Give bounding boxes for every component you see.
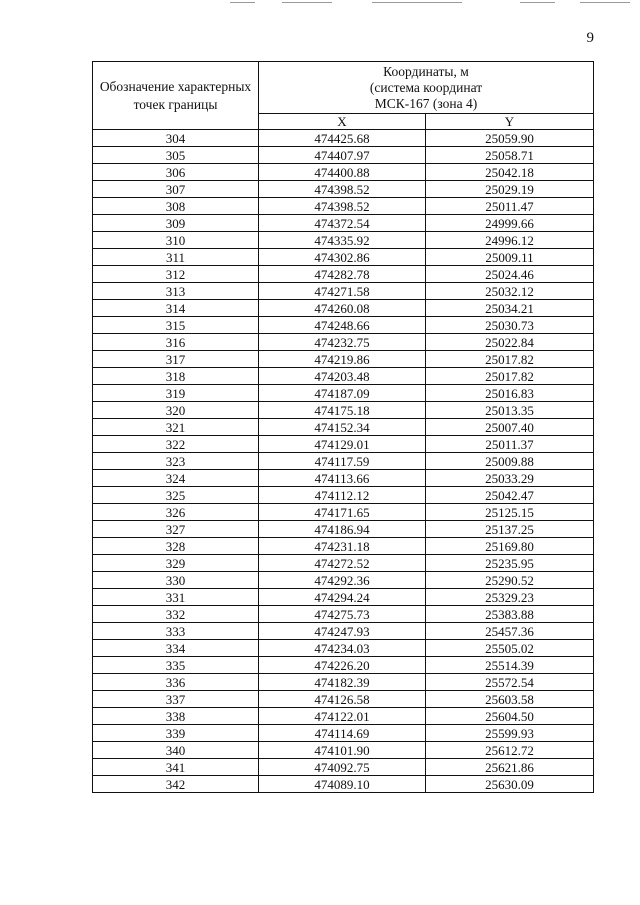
x-coordinate-cell: 474292.36 xyxy=(259,572,426,589)
point-id-cell: 325 xyxy=(93,487,259,504)
x-coordinate-cell: 474152.34 xyxy=(259,419,426,436)
coordinates-header-line1: Координаты, м xyxy=(383,63,469,79)
x-coordinate-cell: 474226.20 xyxy=(259,657,426,674)
point-id-cell: 317 xyxy=(93,351,259,368)
point-id-cell: 323 xyxy=(93,453,259,470)
x-coordinate-cell: 474282.78 xyxy=(259,266,426,283)
table-row xyxy=(93,776,594,793)
x-coordinate-cell: 474294.24 xyxy=(259,589,426,606)
x-coordinate-cell: 474400.88 xyxy=(259,164,426,181)
table-row xyxy=(93,504,594,521)
x-coordinate-cell: 474231.18 xyxy=(259,538,426,555)
y-coordinate-cell: 25599.93 xyxy=(426,725,594,742)
table-row xyxy=(93,317,594,334)
point-id-cell: 307 xyxy=(93,181,259,198)
point-id-cell: 314 xyxy=(93,300,259,317)
top-rule xyxy=(580,2,630,3)
point-id-cell: 309 xyxy=(93,215,259,232)
x-coordinate-cell: 474302.86 xyxy=(259,249,426,266)
point-id-cell: 336 xyxy=(93,674,259,691)
y-coordinate-cell: 25007.40 xyxy=(426,419,594,436)
table-row xyxy=(93,487,594,504)
y-coordinate-cell: 25612.72 xyxy=(426,742,594,759)
y-coordinate-cell: 25033.29 xyxy=(426,470,594,487)
x-coordinate-cell: 474335.92 xyxy=(259,232,426,249)
table-row xyxy=(93,470,594,487)
point-id-cell: 308 xyxy=(93,198,259,215)
y-coordinate-cell: 25024.46 xyxy=(426,266,594,283)
table-row xyxy=(93,402,594,419)
point-id-cell: 318 xyxy=(93,368,259,385)
y-coordinate-cell: 25017.82 xyxy=(426,368,594,385)
x-coordinate-cell: 474272.52 xyxy=(259,555,426,572)
x-coordinate-cell: 474398.52 xyxy=(259,181,426,198)
point-id-cell: 320 xyxy=(93,402,259,419)
y-coordinate-cell: 25017.82 xyxy=(426,351,594,368)
point-id-cell: 316 xyxy=(93,334,259,351)
point-id-cell: 311 xyxy=(93,249,259,266)
x-column-header: X xyxy=(259,114,426,130)
x-coordinate-cell: 474129.01 xyxy=(259,436,426,453)
x-coordinate-cell: 474232.75 xyxy=(259,334,426,351)
y-coordinate-cell: 25034.21 xyxy=(426,300,594,317)
point-id-cell: 328 xyxy=(93,538,259,555)
y-coordinate-cell: 25630.09 xyxy=(426,776,594,793)
y-coordinate-cell: 25329.23 xyxy=(426,589,594,606)
table-header xyxy=(93,62,594,130)
coordinates-header-line2: (система координат xyxy=(369,79,483,95)
x-coordinate-cell: 474203.48 xyxy=(259,368,426,385)
coordinates-header-line3: МСК-167 (зона 4) xyxy=(374,95,478,111)
table-row xyxy=(93,266,594,283)
point-id-cell: 340 xyxy=(93,742,259,759)
coordinates-header xyxy=(259,62,594,114)
point-id-cell: 315 xyxy=(93,317,259,334)
y-coordinate-cell: 25013.35 xyxy=(426,402,594,419)
table-row xyxy=(93,572,594,589)
table-row xyxy=(93,657,594,674)
y-coordinate-cell: 25009.88 xyxy=(426,453,594,470)
table-row xyxy=(93,623,594,640)
point-id-cell: 331 xyxy=(93,589,259,606)
x-coordinate-cell: 474372.54 xyxy=(259,215,426,232)
table-row xyxy=(93,589,594,606)
table-row xyxy=(93,708,594,725)
y-coordinate-cell: 25016.83 xyxy=(426,385,594,402)
table-row xyxy=(93,385,594,402)
y-coordinate-cell: 25572.54 xyxy=(426,674,594,691)
point-id-cell: 321 xyxy=(93,419,259,436)
point-id-cell: 334 xyxy=(93,640,259,657)
top-rule xyxy=(230,2,255,3)
x-coordinate-cell: 474114.69 xyxy=(259,725,426,742)
x-coordinate-cell: 474260.08 xyxy=(259,300,426,317)
table-row xyxy=(93,300,594,317)
table-row xyxy=(93,419,594,436)
table-row xyxy=(93,283,594,300)
table-row xyxy=(93,368,594,385)
y-coordinate-cell: 25457.36 xyxy=(426,623,594,640)
y-coordinate-cell: 25125.15 xyxy=(426,504,594,521)
y-column-header: Y xyxy=(426,114,594,130)
x-coordinate-cell: 474187.09 xyxy=(259,385,426,402)
x-coordinate-cell: 474092.75 xyxy=(259,759,426,776)
point-column-header-text: Обозначение характерных точек границы xyxy=(99,78,252,112)
y-coordinate-cell: 25042.47 xyxy=(426,487,594,504)
table-row xyxy=(93,691,594,708)
x-coordinate-cell: 474248.66 xyxy=(259,317,426,334)
x-coordinate-cell: 474407.97 xyxy=(259,147,426,164)
x-coordinate-cell: 474234.03 xyxy=(259,640,426,657)
point-id-cell: 327 xyxy=(93,521,259,538)
x-coordinate-cell: 474425.68 xyxy=(259,130,426,147)
point-id-cell: 341 xyxy=(93,759,259,776)
point-id-cell: 324 xyxy=(93,470,259,487)
x-coordinate-cell: 474182.39 xyxy=(259,674,426,691)
point-id-cell: 305 xyxy=(93,147,259,164)
point-id-cell: 306 xyxy=(93,164,259,181)
point-id-cell: 333 xyxy=(93,623,259,640)
y-coordinate-cell: 25505.02 xyxy=(426,640,594,657)
x-coordinate-cell: 474113.66 xyxy=(259,470,426,487)
point-id-cell: 339 xyxy=(93,725,259,742)
table-row xyxy=(93,742,594,759)
table-row xyxy=(93,453,594,470)
y-coordinate-cell: 25030.73 xyxy=(426,317,594,334)
y-coordinate-cell: 25621.86 xyxy=(426,759,594,776)
y-coordinate-cell: 24996.12 xyxy=(426,232,594,249)
table-row xyxy=(93,147,594,164)
point-id-cell: 313 xyxy=(93,283,259,300)
table-row xyxy=(93,249,594,266)
x-coordinate-cell: 474089.10 xyxy=(259,776,426,793)
y-coordinate-cell: 25290.52 xyxy=(426,572,594,589)
y-coordinate-cell: 25011.37 xyxy=(426,436,594,453)
point-id-cell: 330 xyxy=(93,572,259,589)
point-id-cell: 332 xyxy=(93,606,259,623)
y-coordinate-cell: 25514.39 xyxy=(426,657,594,674)
table-body xyxy=(93,130,594,793)
table-row xyxy=(93,640,594,657)
point-id-cell: 322 xyxy=(93,436,259,453)
y-coordinate-cell: 25011.47 xyxy=(426,198,594,215)
x-coordinate-cell: 474219.86 xyxy=(259,351,426,368)
point-id-cell: 310 xyxy=(93,232,259,249)
y-coordinate-cell: 25059.90 xyxy=(426,130,594,147)
table-row xyxy=(93,725,594,742)
point-id-cell: 335 xyxy=(93,657,259,674)
table-row xyxy=(93,198,594,215)
table-row xyxy=(93,674,594,691)
table-row xyxy=(93,436,594,453)
page-number: 9 xyxy=(586,30,594,46)
table-row xyxy=(93,232,594,249)
x-coordinate-cell: 474271.58 xyxy=(259,283,426,300)
y-coordinate-cell: 24999.66 xyxy=(426,215,594,232)
table-row xyxy=(93,521,594,538)
x-coordinate-cell: 474275.73 xyxy=(259,606,426,623)
x-coordinate-cell: 474101.90 xyxy=(259,742,426,759)
y-coordinate-cell: 25604.50 xyxy=(426,708,594,725)
y-coordinate-cell: 25022.84 xyxy=(426,334,594,351)
point-id-cell: 342 xyxy=(93,776,259,793)
table-row xyxy=(93,759,594,776)
point-id-cell: 312 xyxy=(93,266,259,283)
table-row xyxy=(93,351,594,368)
y-coordinate-cell: 25603.58 xyxy=(426,691,594,708)
y-coordinate-cell: 25029.19 xyxy=(426,181,594,198)
point-id-cell: 319 xyxy=(93,385,259,402)
y-coordinate-cell: 25169.80 xyxy=(426,538,594,555)
y-coordinate-cell: 25137.25 xyxy=(426,521,594,538)
table-row xyxy=(93,555,594,572)
point-id-cell: 326 xyxy=(93,504,259,521)
table-row xyxy=(93,215,594,232)
x-coordinate-cell: 474112.12 xyxy=(259,487,426,504)
table-row xyxy=(93,606,594,623)
x-coordinate-cell: 474126.58 xyxy=(259,691,426,708)
x-coordinate-cell: 474247.93 xyxy=(259,623,426,640)
x-coordinate-cell: 474398.52 xyxy=(259,198,426,215)
y-coordinate-cell: 25058.71 xyxy=(426,147,594,164)
x-coordinate-cell: 474186.94 xyxy=(259,521,426,538)
point-column-header xyxy=(93,62,259,130)
top-rule xyxy=(372,2,462,3)
y-coordinate-cell: 25383.88 xyxy=(426,606,594,623)
table-row xyxy=(93,334,594,351)
point-id-cell: 304 xyxy=(93,130,259,147)
y-coordinate-cell: 25042.18 xyxy=(426,164,594,181)
coordinates-table xyxy=(92,61,594,793)
table-row xyxy=(93,538,594,555)
point-id-cell: 338 xyxy=(93,708,259,725)
x-coordinate-cell: 474122.01 xyxy=(259,708,426,725)
table-row xyxy=(93,130,594,147)
point-id-cell: 337 xyxy=(93,691,259,708)
x-coordinate-cell: 474117.59 xyxy=(259,453,426,470)
top-rule xyxy=(520,2,555,3)
table-row xyxy=(93,181,594,198)
point-id-cell: 329 xyxy=(93,555,259,572)
x-coordinate-cell: 474175.18 xyxy=(259,402,426,419)
y-coordinate-cell: 25032.12 xyxy=(426,283,594,300)
top-rule xyxy=(282,2,332,3)
table-row xyxy=(93,164,594,181)
y-coordinate-cell: 25235.95 xyxy=(426,555,594,572)
y-coordinate-cell: 25009.11 xyxy=(426,249,594,266)
x-coordinate-cell: 474171.65 xyxy=(259,504,426,521)
